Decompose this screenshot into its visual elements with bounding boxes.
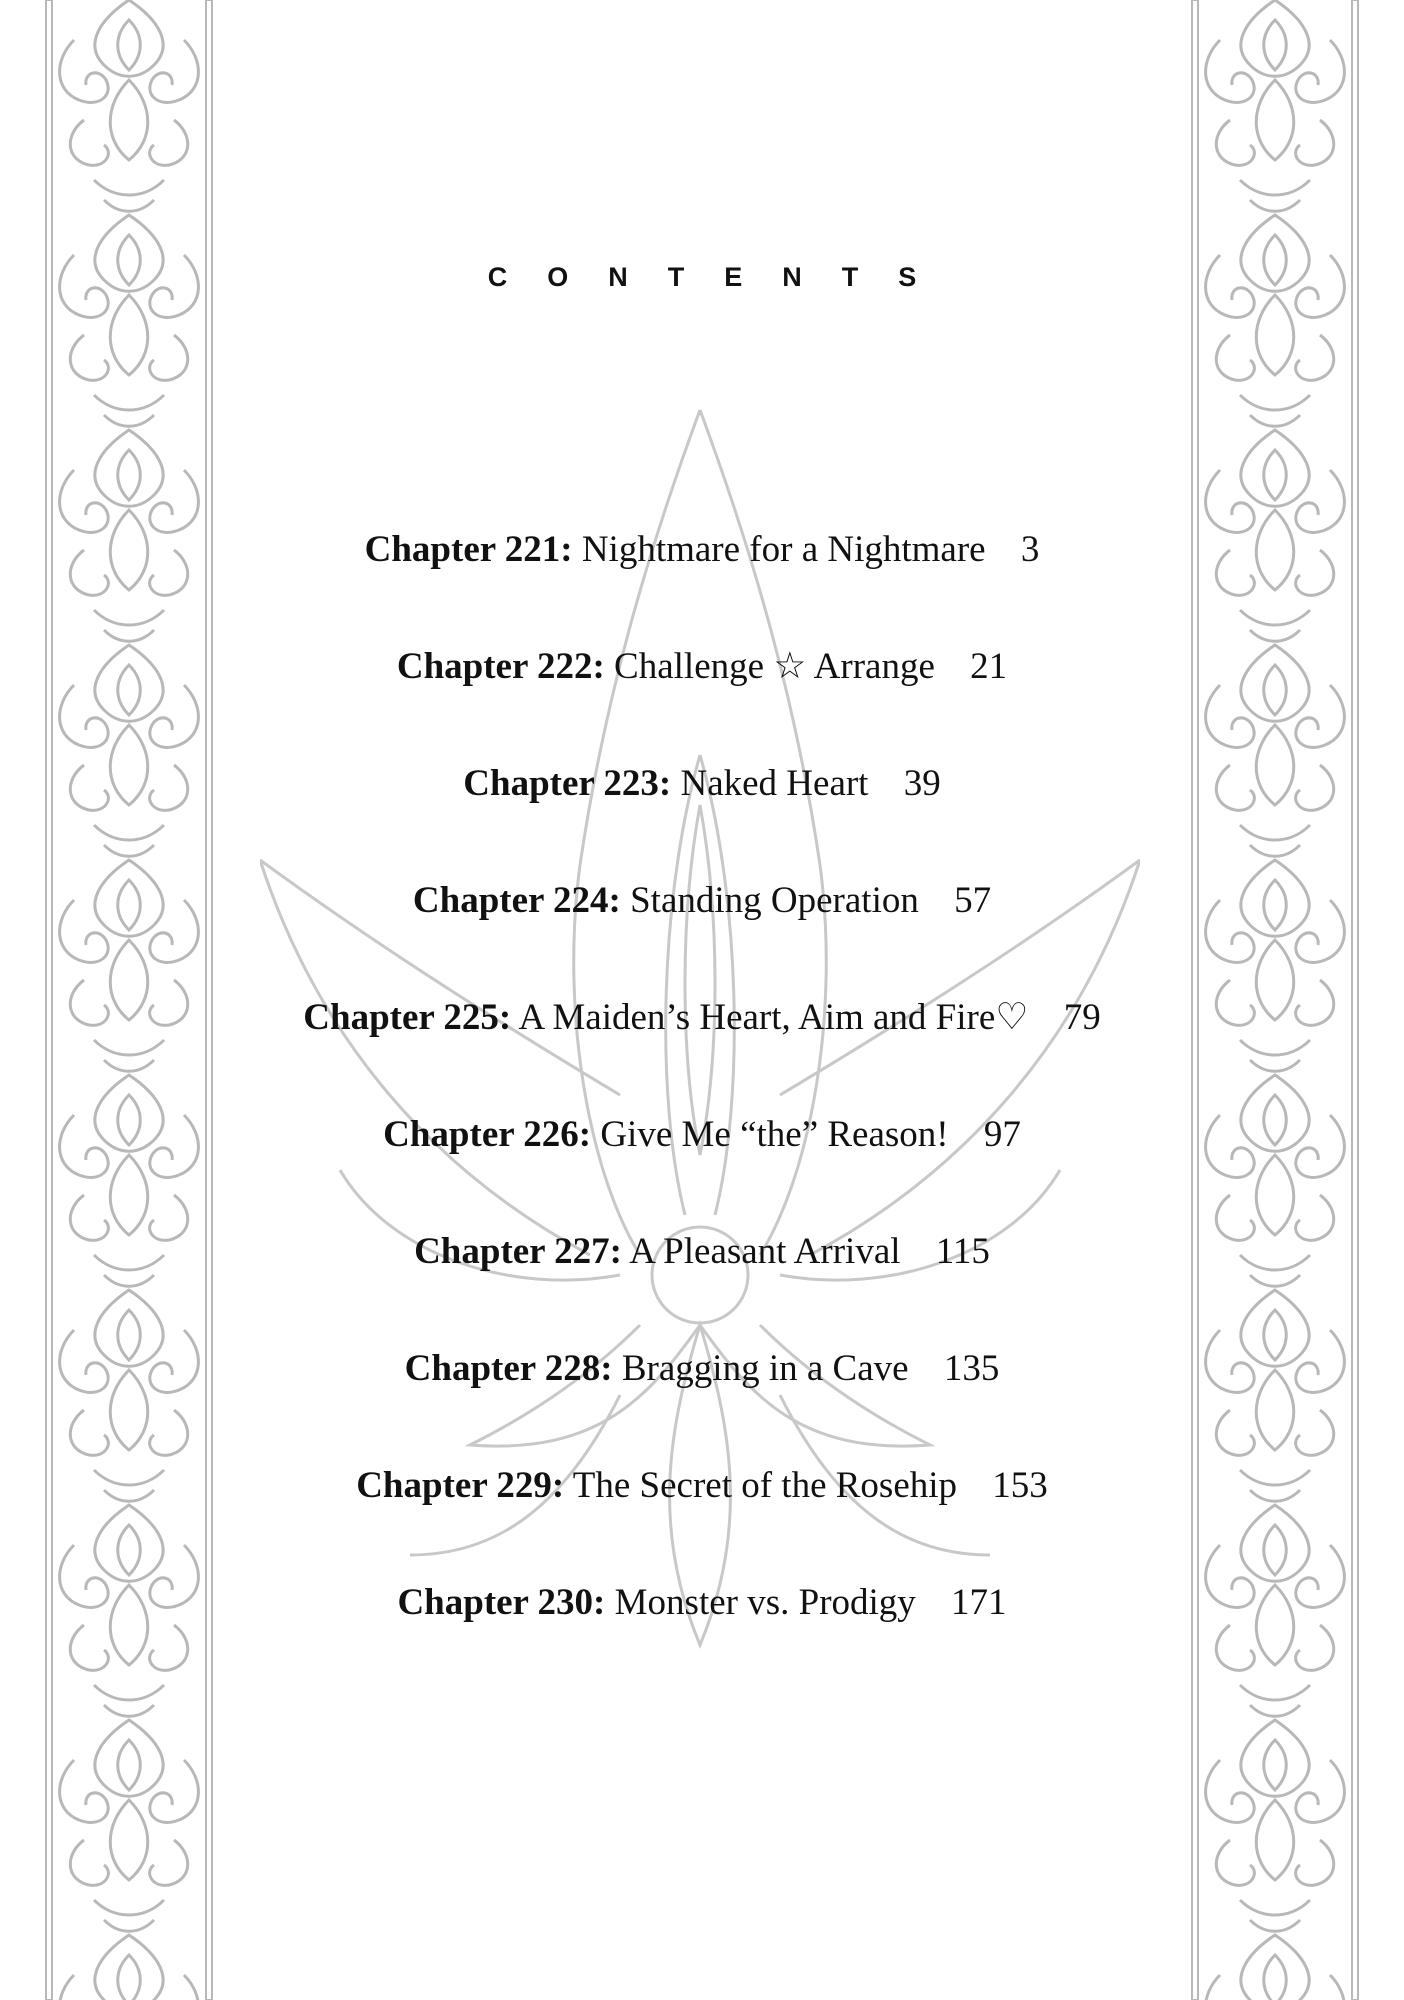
toc-entry — [0, 1222, 1404, 1339]
chapter-title: Nightmare for a Nightmare — [581, 529, 986, 570]
chapter-title: A Pleasant Arrival — [629, 1231, 901, 1272]
toc-entry — [0, 1105, 1404, 1222]
chapter-page: 57 — [954, 880, 992, 921]
toc-entry — [0, 637, 1404, 754]
chapter-title: Bragging in a Cave — [621, 1348, 909, 1389]
chapter-page: 39 — [903, 763, 941, 804]
toc-entry — [0, 988, 1404, 1105]
toc-entry — [0, 754, 1404, 871]
chapter-page: 97 — [983, 1114, 1021, 1155]
chapter-number: Chapter 227: — [414, 1231, 623, 1272]
chapter-page: 153 — [992, 1465, 1048, 1506]
chapter-number: Chapter 228: — [404, 1348, 613, 1389]
chapter-number: Chapter 229: — [356, 1465, 565, 1506]
chapter-number: Chapter 224: — [412, 880, 621, 921]
chapter-title: The Secret of the Rosehip — [572, 1465, 958, 1506]
chapter-title: Standing Operation — [630, 880, 919, 921]
chapter-page: 3 — [1020, 529, 1040, 570]
contents-heading: CONTENTS — [487, 262, 957, 292]
chapter-page: 21 — [970, 646, 1008, 687]
chapter-number: Chapter 223: — [463, 763, 672, 804]
toc-entry — [0, 520, 1404, 637]
chapter-title: Give Me “the” Reason! — [600, 1114, 949, 1155]
chapter-number: Chapter 230: — [397, 1582, 606, 1623]
toc-entry — [0, 1573, 1404, 1690]
chapter-title: Monster vs. Prodigy — [614, 1582, 916, 1623]
chapter-title: A Maiden’s Heart, Aim and Fire♡ — [518, 997, 1029, 1038]
chapter-page: 79 — [1063, 997, 1101, 1038]
chapter-page: 135 — [943, 1348, 1000, 1389]
chapter-number: Chapter 225: — [303, 997, 512, 1038]
chapter-title: Naked Heart — [680, 763, 869, 804]
toc-entry — [0, 1456, 1404, 1573]
chapter-number: Chapter 226: — [383, 1114, 592, 1155]
chapter-number: Chapter 222: — [396, 646, 605, 687]
chapter-page: 171 — [951, 1582, 1007, 1623]
chapter-title: Challenge ☆ Arrange — [614, 646, 935, 687]
toc-entry — [0, 1339, 1404, 1456]
table-of-contents — [0, 520, 1404, 1690]
chapter-number: Chapter 221: — [364, 529, 573, 570]
toc-entry — [0, 871, 1404, 988]
chapter-page: 115 — [935, 1231, 990, 1272]
